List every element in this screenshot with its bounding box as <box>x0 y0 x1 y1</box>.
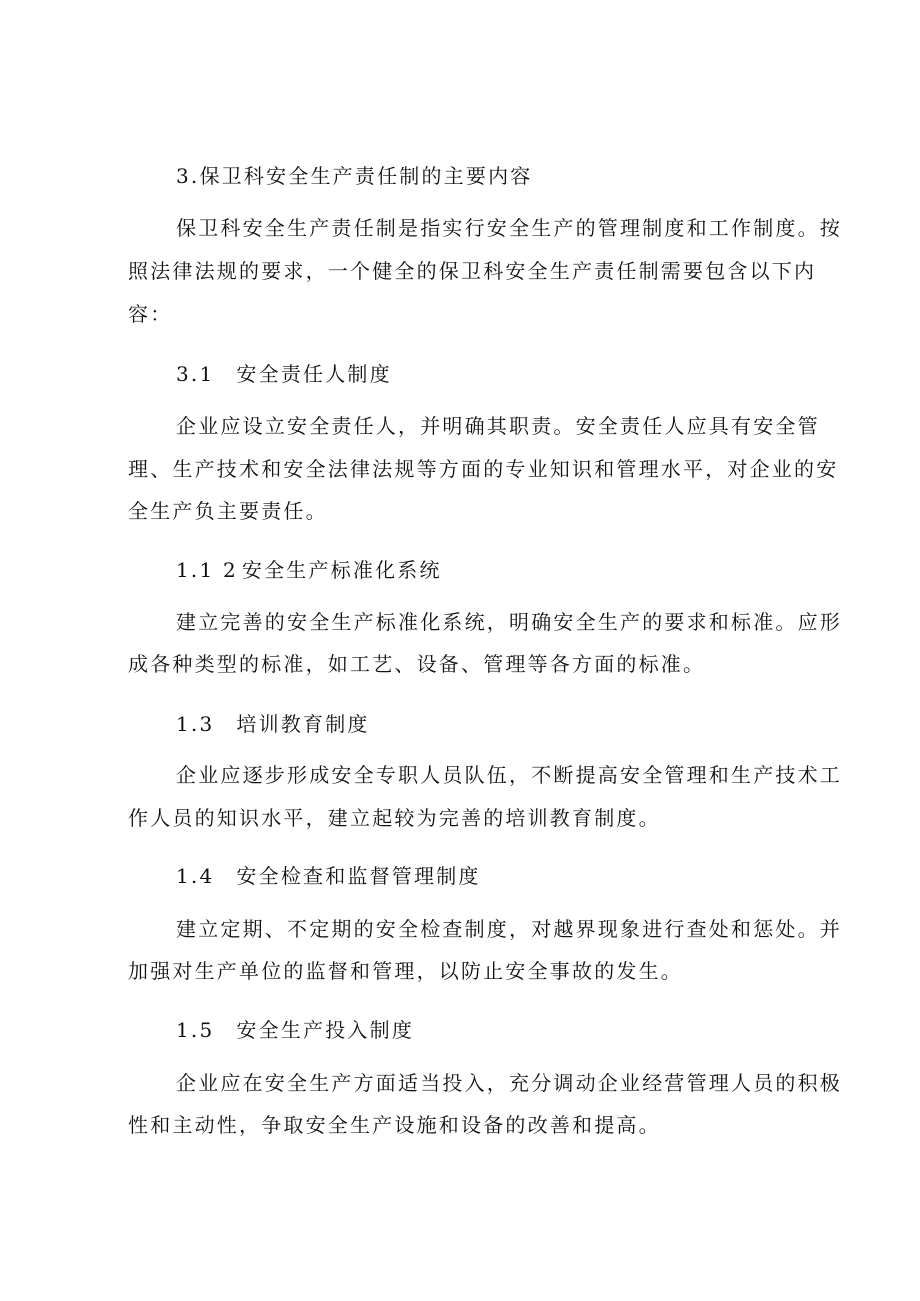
paragraph-1-4-line-1: 建立定期、不定期的安全检查制度，对越界现象进行查处和惩处。并 <box>176 917 842 941</box>
paragraph-3-1-line-3: 全生产负主要责任。 <box>128 499 328 523</box>
paragraph-1-3-line-2: 作人员的知识水平，建立起较为完善的培训教育制度。 <box>128 806 661 830</box>
subsection-heading-1-4 <box>176 862 481 890</box>
subsection-heading-3-1 <box>176 360 392 388</box>
subsection-title: 安全生产标准化系统 <box>241 558 442 582</box>
subsection-number: 1.5 <box>176 1018 215 1042</box>
paragraph-1-2-line-2: 成各种类型的标准，如工艺、设备、管理等各方面的标准。 <box>128 652 706 676</box>
section-heading: 3.保卫科安全生产责任制的主要内容 <box>176 164 533 188</box>
subsection-title: 安全生产投入制度 <box>236 1018 415 1042</box>
subsection-title: 安全责任人制度 <box>236 362 392 386</box>
paragraph-1-5-line-2: 性和主动性，争取安全生产设施和设备的改善和提高。 <box>128 1113 661 1137</box>
subsection-title: 培训教育制度 <box>236 712 370 736</box>
subsection-title: 安全检查和监督管理制度 <box>236 864 481 888</box>
paragraph-3-1-line-2: 理、生产技术和安全法律法规等方面的专业知识和管理水平，对企业的安 <box>128 457 839 481</box>
paragraph-1-3-line-1: 企业应逐步形成安全专职人员队伍，不断提高安全管理和生产技术工 <box>176 763 842 787</box>
intro-line-1: 保卫科安全生产责任制是指实行安全生产的管理制度和工作制度。按 <box>176 216 842 240</box>
paragraph-1-5-line-1: 企业应在安全生产方面适当投入，充分调动企业经营管理人员的积极 <box>176 1071 842 1095</box>
intro-line-3: 容： <box>128 302 173 326</box>
subsection-heading-1-2 <box>176 556 442 584</box>
subsection-heading-1-5 <box>176 1016 414 1044</box>
paragraph-1-2-line-1: 建立完善的安全生产标准化系统，明确安全生产的要求和标准。应形 <box>176 610 842 634</box>
subsection-number: 1.4 <box>176 864 215 888</box>
subsection-number: 3.1 <box>176 362 215 386</box>
paragraph-3-1-line-1: 企业应设立安全责任人，并明确其职责。安全责任人应具有安全管 <box>176 414 820 438</box>
paragraph-1-4-line-2: 加强对生产单位的监督和管理，以防止安全事故的发生。 <box>128 959 683 983</box>
subsection-number: 1.3 <box>176 712 215 736</box>
subsection-heading-1-3 <box>176 710 370 738</box>
intro-line-2: 照法律法规的要求，一个健全的保卫科安全生产责任制需要包含以下内 <box>128 259 817 283</box>
subsection-number: 1.1 2 <box>176 558 238 582</box>
